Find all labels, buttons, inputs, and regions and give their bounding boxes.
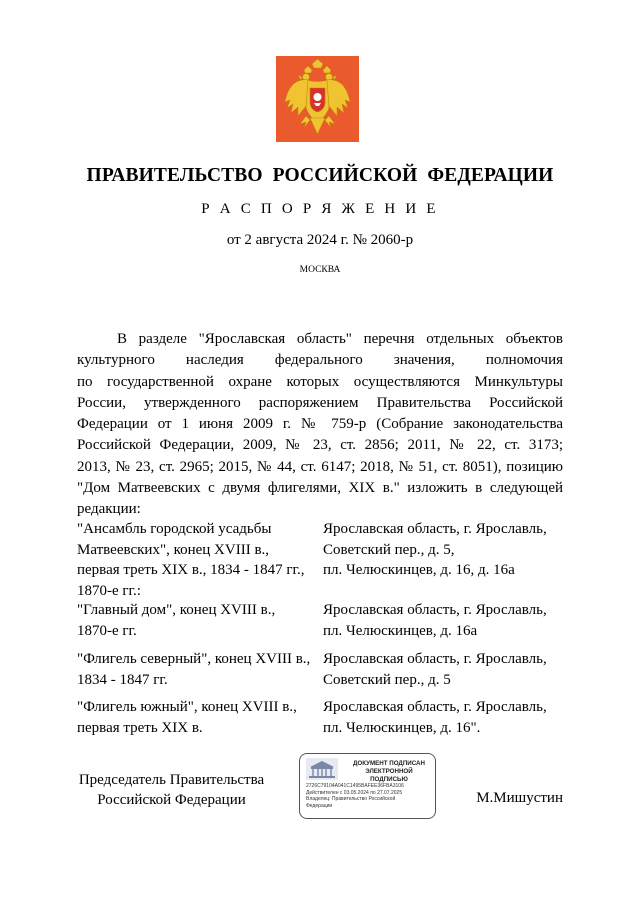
stamp-certificate-info: 2726C79104A041C1495BAFEE36FBA3106 Действителен с 03.05.2024 по 27.07.2025 Владелец: Правительство Российской Федерации	[306, 783, 404, 809]
heritage-object-address: Ярославская область, г. Ярославль, пл. Челюскинцев, д. 16".	[323, 699, 547, 736]
document-type: Р А С П О Р Я Ж Е Н И Е	[201, 201, 439, 217]
heritage-object-address: Ярославская область, г. Ярославль, Советский пер., д. 5, пл. Челюскинцев, д. 16, д. 16а	[323, 521, 547, 578]
chairman-title: Председатель Правительства Российской Федерации	[78, 772, 265, 808]
coat-of-arms-icon	[276, 56, 359, 142]
body-line: 2013, № 23, ст. 2965; 2015, № 44, ст. 6147; 2018, № 51, ст. 8051), позицию	[77, 458, 563, 475]
document-date-number: от 2 августа 2024 г. № 2060-р	[226, 232, 414, 248]
body-line: В разделе "Ярославская область" перечня отдельных объектов	[117, 331, 563, 347]
body-line: редакции:	[77, 501, 141, 518]
heritage-object-name: "Флигель северный", конец XVIII в., 1834 - 1847 гг.	[77, 651, 311, 688]
heritage-object-name: "Флигель южный", конец XVIII в., первая треть XIX в.	[77, 699, 297, 736]
signer-name: М.Мишустин	[476, 790, 563, 806]
government-building-icon	[306, 758, 338, 780]
body-line: Российской Федерации, 2009, № 23, ст. 2856; 2011, № 22, ст. 3173;	[77, 437, 563, 454]
body-line: "Дом Матвеевских с двумя флигелями, XIX в." изложить в следующей	[77, 480, 563, 497]
heritage-object-address: Ярославская область, г. Ярославль, Советский пер., д. 5	[323, 651, 547, 688]
heritage-object-address: Ярославская область, г. Ярославль, пл. Челюскинцев, д. 16а	[323, 602, 547, 639]
body-line: культурного наследия федерального значения, полномочия	[77, 352, 563, 369]
stamp-title: ДОКУМЕНТ ПОДПИСАН ЭЛЕКТРОННОЙ ПОДПИСЬЮ	[353, 760, 425, 783]
order-body	[77, 329, 563, 521]
document-city: МОСКВА	[299, 265, 341, 275]
government-title: ПРАВИТЕЛЬСТВО РОССИЙСКОЙ ФЕДЕРАЦИИ	[86, 165, 554, 186]
body-line: по государственной охране которых осуществляются Минкультуры	[77, 373, 563, 390]
heritage-object-name: "Главный дом", конец XVIII в., 1870-е гг.	[77, 602, 276, 639]
body-line: России, утвержденного распоряжением Правительства Российской	[77, 394, 563, 411]
electronic-signature-stamp	[299, 753, 436, 819]
body-line: Федерации от 1 июня 2009 г. № 759-р (Собрание законодательства	[77, 416, 563, 433]
heritage-object-name: "Ансамбль городской усадьбы Матвеевских", конец XVIII в., первая треть XIX в., 1834 - 1847 гг., 1870-е гг.:	[77, 521, 305, 599]
